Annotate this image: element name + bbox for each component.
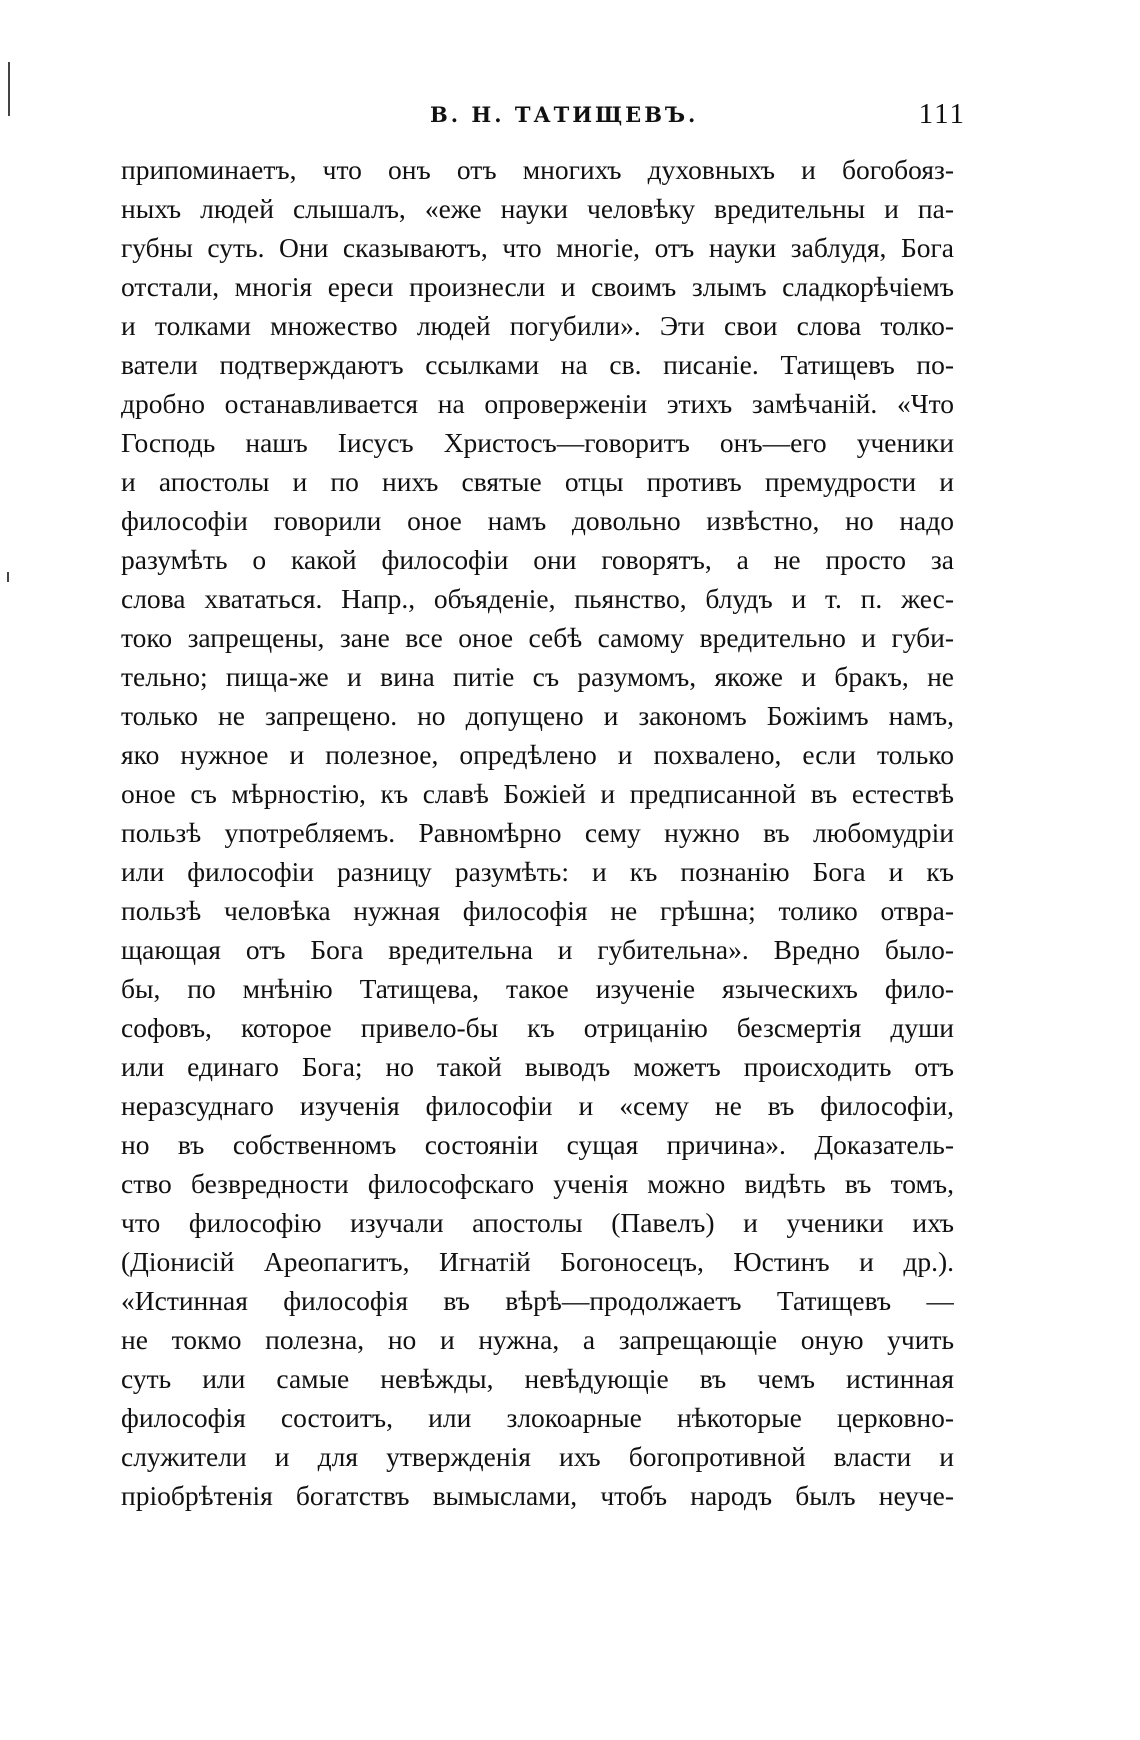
scan-edge-mark — [8, 62, 10, 116]
text-line: софовъ, которое привело-бы къ отрицанію безсмертія души — [121, 1012, 954, 1043]
text-line: или философіи разницу разумѣть: и къ познанію Бога и къ — [121, 856, 954, 887]
text-line: или единаго Бога; но такой выводъ можетъ происходить отъ — [121, 1051, 954, 1082]
running-head — [120, 98, 974, 132]
text-line: «Истинная философія въ вѣрѣ—продолжаетъ Татищевъ — — [121, 1285, 954, 1316]
text-line: не токмо полезна, но и нужна, а запрещающіе оную учить — [121, 1324, 954, 1355]
text-line: пріобрѣтенія богатствъ вымыслами, чтобъ народъ былъ неуче- — [121, 1480, 954, 1511]
text-line: слова хвататься. Напр., объяденіе, пьянство, блудъ и т. п. жес- — [121, 583, 954, 614]
text-line: щающая отъ Бога вредительна и губительна». Вредно было- — [121, 934, 954, 965]
text-line: неразсуднаго изученія философіи и «сему не въ философіи, — [121, 1090, 954, 1121]
text-line: ныхъ людей слышалъ, «еже науки человѣку вредительны и па- — [121, 193, 954, 224]
text-line: токо запрещены, зане все оное себѣ самому вредительно и губи- — [121, 622, 954, 653]
text-line: суть или самые невѣжды, невѣдующіе въ чемъ истинная — [121, 1363, 954, 1394]
text-line: яко нужное и полезное, опредѣлено и похвалено, если только — [121, 739, 954, 770]
text-line: но въ собственномъ состояніи сущая причина». Доказатель- — [121, 1129, 954, 1160]
text-line: пользѣ человѣка нужная философія не грѣшна; толико отвра- — [121, 895, 954, 926]
text-line: пользѣ употребляемъ. Равномѣрно сему нужно въ любомудріи — [121, 817, 954, 848]
text-line: и апостолы и по нихъ святые отцы противъ премудрости и — [121, 466, 954, 497]
text-line: дробно останавливается на опроверженіи этихъ замѣчаній. «Что — [121, 388, 954, 419]
text-line: припоминаетъ, что онъ отъ многихъ духовныхъ и богобояз- — [121, 154, 954, 185]
body-text — [121, 150, 954, 1515]
text-line: губны суть. Они сказываютъ, что многіе, отъ науки заблудя, Бога — [121, 232, 954, 263]
text-line: (Діонисій Ареопагитъ, Игнатій Богоносецъ, Юстинъ и др.). — [121, 1246, 954, 1277]
text-line: отстали, многія ереси произнесли и своимъ злымъ сладкорѣчіемъ — [121, 271, 954, 302]
text-line: оное съ мѣрностію, къ славѣ Божіей и предписанной въ естествѣ — [121, 778, 954, 809]
text-line: что философію изучали апостолы (Павелъ) и ученики ихъ — [121, 1207, 954, 1238]
text-line: Господь нашъ Іисусъ Христосъ—говоритъ онъ—его ученики — [121, 427, 954, 458]
text-line: философіи говорили оное намъ довольно извѣстно, но надо — [121, 505, 954, 536]
running-title: В. Н. ТАТИЩЕВЪ. — [430, 102, 699, 127]
text-line: ватели подтверждаютъ ссылками на св. писаніе. Татищевъ по- — [121, 349, 954, 380]
text-line: и толками множество людей погубили». Эти свои слова толко- — [121, 310, 954, 341]
text-line: тельно; пища-же и вина питіе съ разумомъ, якоже и бракъ, не — [121, 661, 954, 692]
scan-edge-mark — [7, 572, 9, 582]
text-line: служители и для утвержденія ихъ богопротивной власти и — [121, 1441, 954, 1472]
text-line: философія состоитъ, или злокоарные нѣкоторые церковно- — [121, 1402, 954, 1433]
text-line: разумѣть о какой философіи они говорятъ, а не просто за — [121, 544, 954, 575]
text-line: только не запрещено. но допущено и закономъ Божіимъ намъ, — [121, 700, 954, 731]
page-number: 111 — [918, 98, 966, 130]
text-line: ство безвредности философскаго ученія можно видѣть въ томъ, — [121, 1168, 954, 1199]
text-line: бы, по мнѣнію Татищева, такое изученіе языческихъ фило- — [121, 973, 954, 1004]
